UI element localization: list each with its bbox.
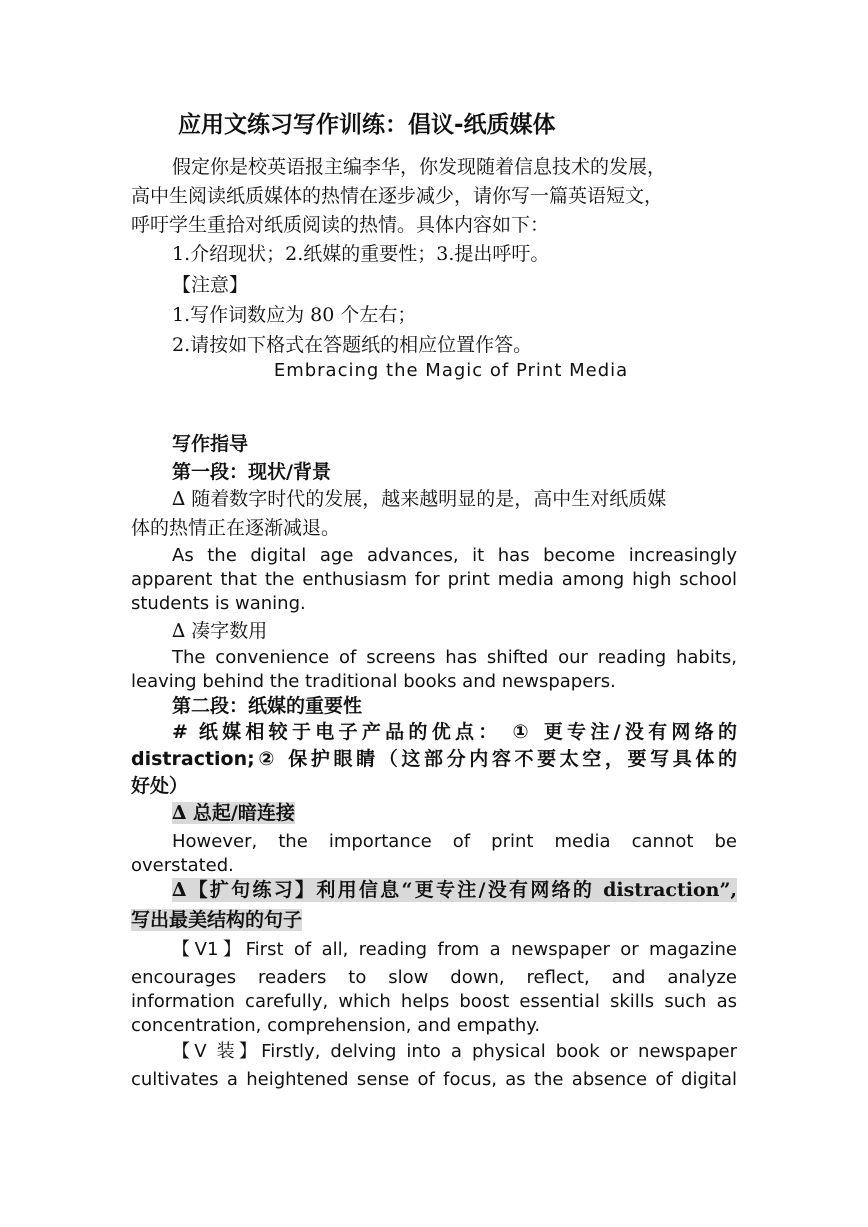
paragraph1-heading: 第一段：现状/背景: [172, 461, 331, 483]
v1-line: concentration, comprehension, and empathy.: [131, 1015, 541, 1036]
note-item: 1.写作词数应为 80 个左右；: [172, 304, 417, 326]
v1-line: encourages readers to slow down, reflect, and analyze: [131, 967, 737, 988]
v1-line: 【V1】First of all, reading from a newspaper or magazine: [172, 939, 737, 960]
v1-line: information carefully, which helps boost essential skills such as: [131, 991, 737, 1012]
advantages-line: 好处）: [131, 775, 189, 797]
paragraph2-heading: 第二段：纸媒的重要性: [172, 695, 363, 717]
filler-english-line: leaving behind the traditional books and newspapers.: [131, 671, 616, 692]
filler-label: ∆ 凑字数用: [172, 620, 268, 642]
expand-exercise-line: 写出最美结构的句子: [131, 909, 303, 931]
intro-line: 假定你是校英语报主编李华，你发现随着信息技术的发展，: [172, 156, 667, 178]
p1-chinese-line: 体的热情正在逐渐减退。: [131, 517, 341, 539]
document-title: 应用文练习写作训练：倡议-纸质媒体: [178, 112, 556, 138]
essay-title: Embracing the Magic of Print Media: [273, 360, 629, 381]
task-items: 1.介绍现状；2.纸媒的重要性；3.提出呼吁。: [172, 243, 550, 265]
intro-line: 呼吁学生重拾对纸质阅读的热情。具体内容如下：: [131, 214, 550, 236]
v2-line: 【V 装】Firstly, delving into a physical book or newspaper: [172, 1041, 737, 1062]
intro-line: 高中生阅读纸质媒体的热情在逐步减少，请你写一篇英语短文，: [131, 185, 664, 207]
guide-heading: 写作指导: [172, 433, 249, 455]
advantages-line: # 纸媒相较于电子产品的优点： ① 更专注/没有网络的: [172, 721, 737, 743]
expand-exercise-line: ∆【扩句练习】利用信息“更专注/没有网络的 distraction”,: [172, 879, 737, 901]
advantages-line: distraction;② 保护眼睛（这部分内容不要太空，要写具体的: [131, 748, 737, 770]
p1-english-line: students is waning.: [131, 593, 306, 614]
note-item: 2.请按如下格式在答题纸的相应位置作答。: [172, 334, 533, 356]
p1-chinese-line: ∆ 随着数字时代的发展，越来越明显的是，高中生对纸质媒: [172, 488, 667, 510]
summary-english-line: overstated.: [131, 855, 234, 876]
summary-english-line: However, the importance of print media cannot be: [172, 831, 737, 852]
note-heading: 【注意】: [172, 274, 249, 296]
p1-english-line: apparent that the enthusiasm for print media among high school: [131, 569, 737, 590]
p1-english-line: As the digital age advances, it has become increasingly: [172, 545, 737, 566]
v2-line: cultivates a heightened sense of focus, as the absence of digital: [131, 1069, 737, 1090]
summary-label: ∆ 总起/暗连接: [172, 802, 295, 824]
filler-english-line: The convenience of screens has shifted our reading habits,: [172, 647, 737, 668]
